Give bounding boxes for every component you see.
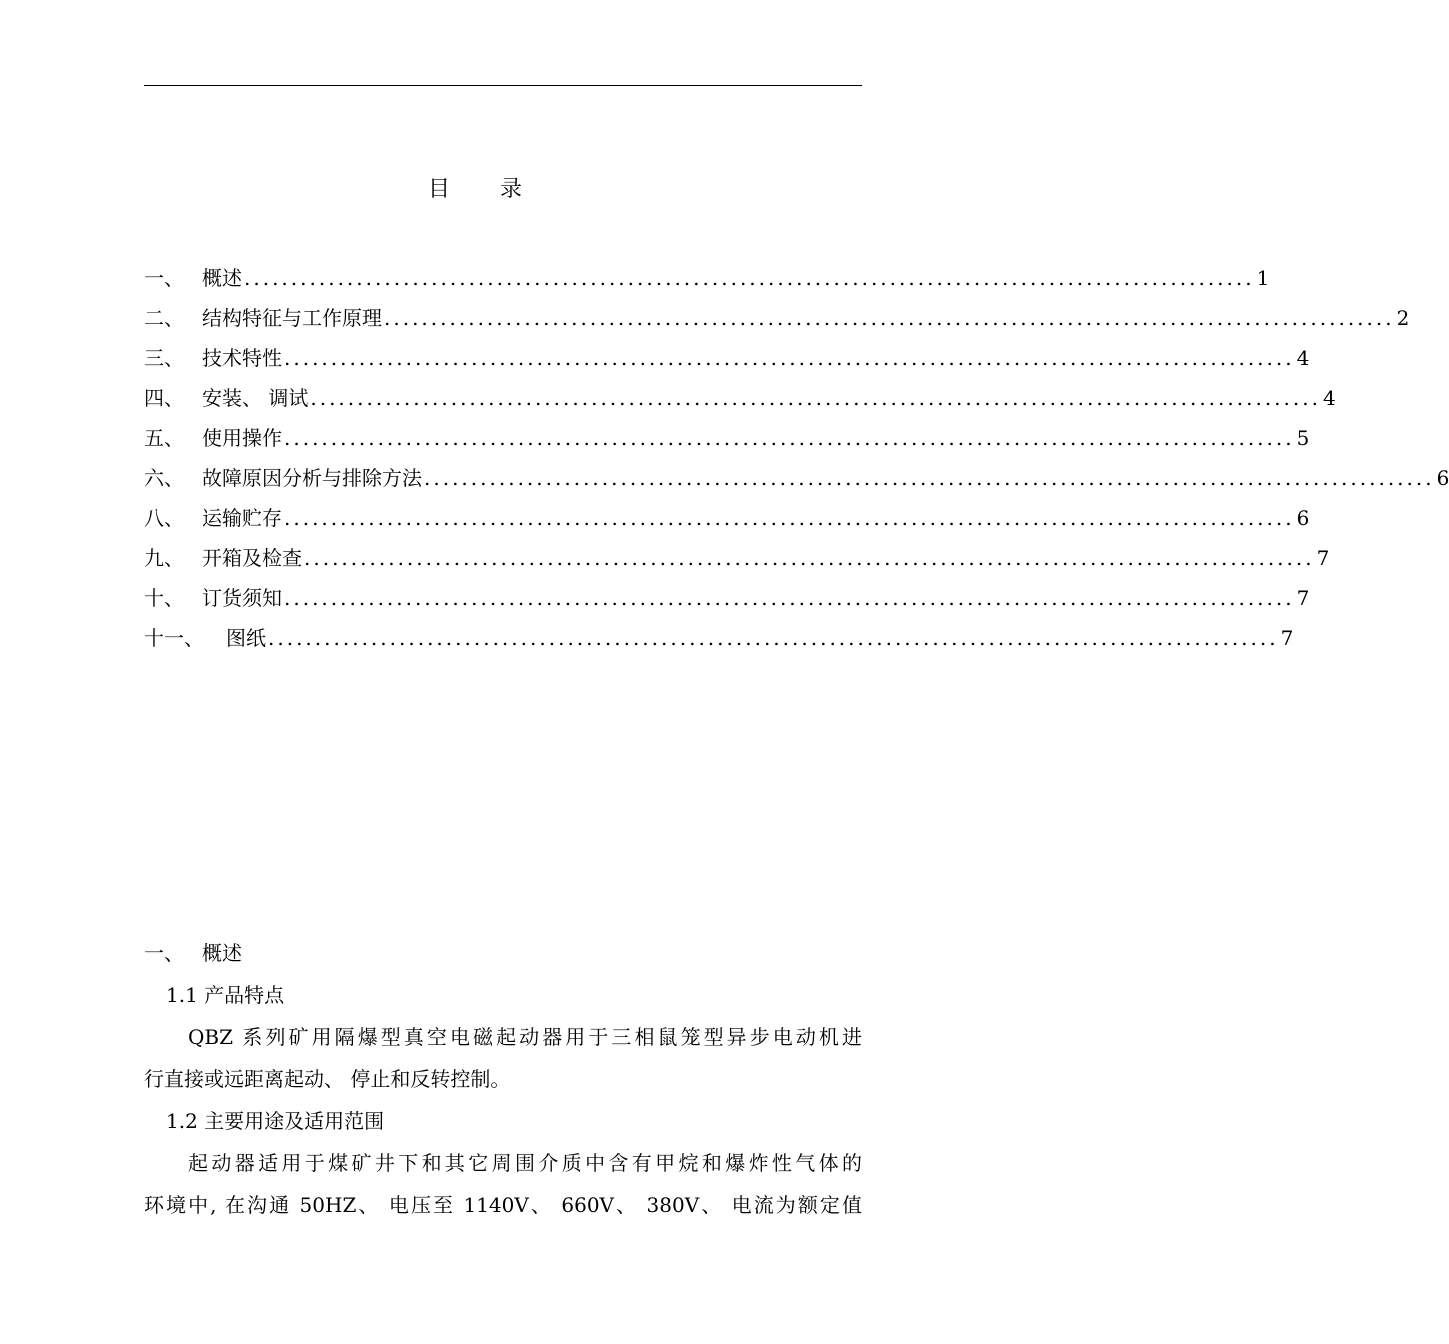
toc-entry-number: 十、 [144, 586, 184, 610]
toc-entry-page: 6 [1296, 506, 1310, 530]
toc-leader-dots: ............................................................................................................ [284, 586, 1295, 610]
toc-entry-number: 八、 [144, 506, 184, 530]
toc-title [0, 172, 950, 203]
toc-entry-label: 开箱及检查 [202, 546, 302, 570]
toc-entry[interactable] [144, 542, 1330, 582]
toc-title-right: 录 [500, 177, 523, 202]
table-of-contents [144, 262, 1449, 662]
toc-leader-dots: ............................................................................................................ [304, 546, 1315, 570]
toc-entry-page: 5 [1296, 426, 1310, 450]
toc-entry[interactable] [144, 502, 1310, 542]
overview-section [144, 937, 862, 1231]
toc-entry[interactable] [144, 302, 1410, 342]
toc-leader-dots: ............................................................................................................ [268, 626, 1279, 650]
toc-entry[interactable] [144, 622, 1294, 662]
toc-entry-label: 使用操作 [202, 426, 282, 450]
toc-leader-dots: ............................................................................................................ [284, 426, 1295, 450]
section-number: 一、 [144, 941, 184, 965]
toc-entry-page: 4 [1322, 386, 1336, 410]
toc-entry[interactable] [144, 462, 1449, 502]
toc-entry-page: 4 [1296, 346, 1310, 370]
section-heading [144, 937, 862, 979]
toc-leader-dots: ............................................................................................................ [384, 306, 1395, 330]
paragraph-line: QBZ 系列矿用隔爆型真空电磁起动器用于三相鼠笼型异步电动机进 [188, 1025, 862, 1049]
toc-entry-number: 五、 [144, 426, 184, 450]
paragraph-line: 起动器适用于煤矿井下和其它周围介质中含有甲烷和爆炸性气体的 [188, 1151, 862, 1175]
toc-entry-page: 7 [1316, 546, 1330, 570]
header-rule [144, 85, 862, 86]
toc-entry-number: 四、 [144, 386, 184, 410]
toc-entry-number: 三、 [144, 346, 184, 370]
toc-entry-page: 7 [1280, 626, 1294, 650]
subsection-heading: 1.1 产品特点 [166, 983, 285, 1007]
toc-entry-label: 结构特征与工作原理 [202, 306, 382, 330]
toc-entry[interactable] [144, 382, 1336, 422]
toc-entry-label: 运输贮存 [202, 506, 282, 530]
toc-entry-label: 订货须知 [202, 586, 282, 610]
toc-entry-number: 一、 [144, 266, 184, 290]
toc-entry-label: 概述 [202, 266, 242, 290]
toc-entry-page: 7 [1296, 586, 1310, 610]
toc-entry-number: 六、 [144, 466, 184, 490]
section-title: 概述 [202, 941, 242, 965]
toc-leader-dots: ............................................................................................................ [244, 266, 1255, 290]
toc-entry-number: 二、 [144, 306, 184, 330]
toc-entry[interactable] [144, 342, 1310, 382]
toc-entry[interactable] [144, 582, 1310, 622]
toc-title-left: 目 [427, 177, 450, 202]
toc-entry-page: 2 [1396, 306, 1410, 330]
toc-entry-page: 1 [1256, 266, 1270, 290]
toc-entry-number: 十一、 [144, 626, 204, 650]
toc-entry-label: 故障原因分析与排除方法 [202, 466, 422, 490]
subsection-heading: 1.2 主要用途及适用范围 [166, 1109, 385, 1133]
toc-leader-dots: ............................................................................................................ [310, 386, 1321, 410]
toc-entry[interactable] [144, 422, 1310, 462]
toc-leader-dots: ............................................................................................................ [284, 346, 1295, 370]
toc-entry[interactable] [144, 262, 1270, 302]
toc-entry-label: 安装、 调试 [202, 386, 309, 410]
toc-entry-page: 6 [1436, 466, 1449, 490]
toc-entry-number: 九、 [144, 546, 184, 570]
toc-leader-dots: ............................................................................................................ [424, 466, 1435, 490]
paragraph-line: 行直接或远距离起动、 停止和反转控制。 [144, 1067, 511, 1091]
toc-entry-label: 技术特性 [202, 346, 282, 370]
toc-entry-label: 图纸 [226, 626, 266, 650]
paragraph-line: 环境中, 在沟通 50HZ、 电压至 1140V、 660V、 380V、 电流为额定值 [144, 1193, 862, 1217]
toc-leader-dots: ............................................................................................................ [284, 506, 1295, 530]
